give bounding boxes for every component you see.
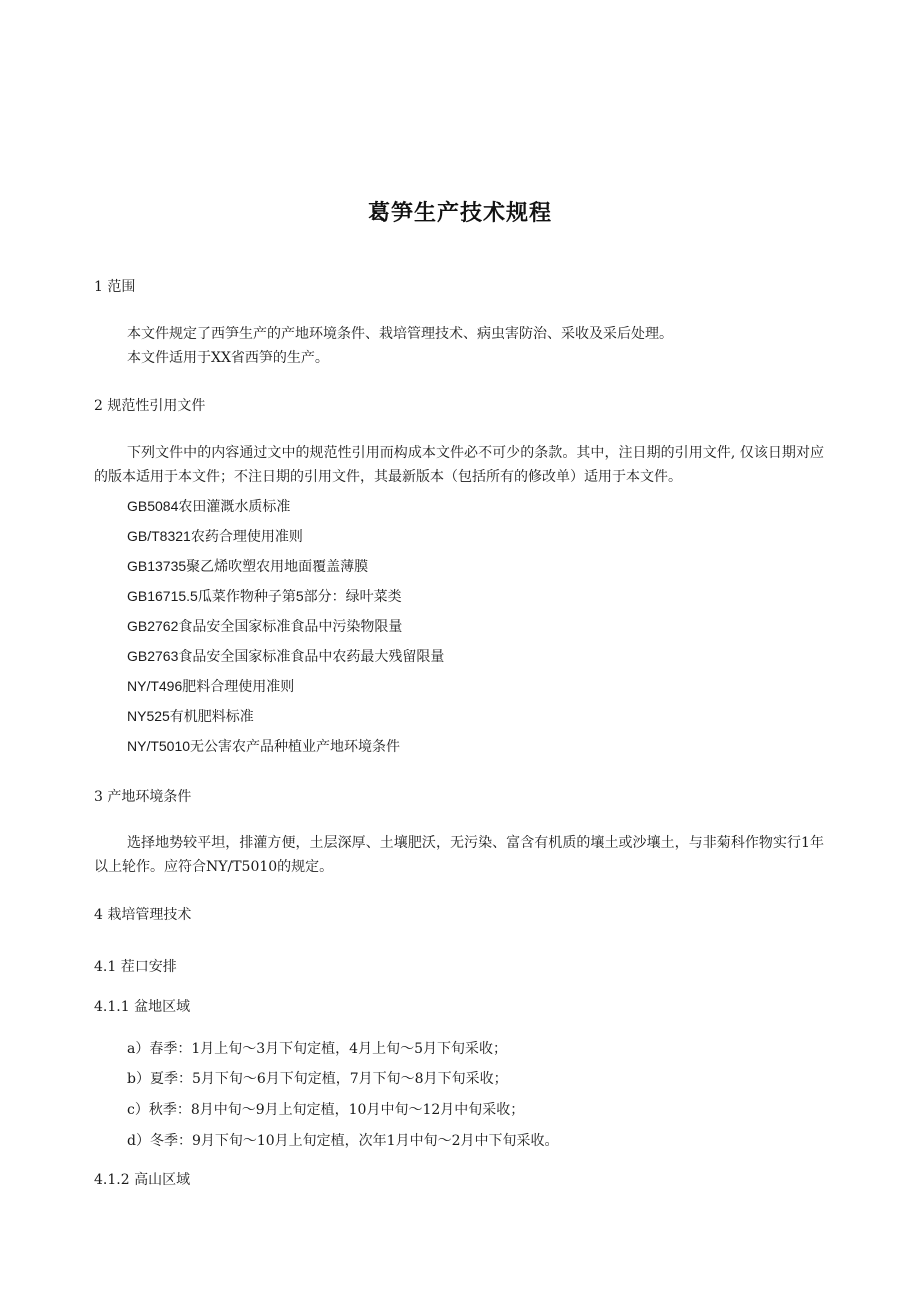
reference-item: GB13735聚乙烯吹塑农用地面覆盖薄膜 bbox=[127, 558, 369, 574]
reference-item: NY/T5010无公害农产品种植业产地环境条件 bbox=[127, 738, 401, 754]
section-heading-cultivation: 4 栽培管理技术 bbox=[94, 907, 192, 923]
season-item: b）夏季：5月下旬～6月下旬定植，7月下旬～8月下旬采收； bbox=[127, 1071, 508, 1087]
references-intro-paragraph: 下列文件中的内容通过文中的规范性引用而构成本文件必不可少的条款。其中，注日期的引用文件, 仅该日期对应的版本适用于本文件；不注日期的引用文件，其最新版本（包括所有的修改单）适用于本文件。 bbox=[94, 445, 824, 485]
season-item: c）秋季：8月中旬～9月上旬定植，10月中旬～12月中旬采收； bbox=[127, 1102, 525, 1118]
document-title: 葛笋生产技术规程 bbox=[367, 201, 552, 226]
section-heading-references: 2 规范性引用文件 bbox=[94, 398, 206, 414]
section-heading-environment: 3 产地环境条件 bbox=[94, 789, 192, 805]
reference-item: GB/T8321农药合理使用准则 bbox=[127, 528, 303, 544]
reference-item: GB2762食品安全国家标准食品中污染物限量 bbox=[127, 618, 403, 634]
environment-paragraph: 选择地势较平坦，排灌方便，土层深厚、土壤肥沃，无污染、富含有机质的壤土或沙壤土，与非菊科作物实行1年以上轮作。应符合NY/T5010的规定。 bbox=[94, 835, 824, 875]
reference-item: NY/T496肥料合理使用准则 bbox=[127, 678, 295, 694]
subsection-heading-basin-region: 4.1.1 盆地区域 bbox=[94, 999, 191, 1015]
reference-item: GB2763食品安全国家标准食品中农药最大残留限量 bbox=[127, 648, 445, 664]
reference-item: NY525有机肥料标准 bbox=[127, 708, 254, 724]
scope-paragraph-2: 本文件适用于XX省西笋的生产。 bbox=[127, 350, 329, 366]
reference-item: GB16715.5瓜菜作物种子第5部分：绿叶菜类 bbox=[127, 588, 402, 604]
section-heading-scope: 1 范围 bbox=[94, 279, 136, 295]
reference-item: GB5084农田灌溉水质标准 bbox=[127, 498, 291, 514]
season-item: d）冬季：9月下旬～10月上旬定植，次年1月中旬～2月中下旬采收。 bbox=[127, 1133, 559, 1149]
subsection-heading-crop-rotation: 4.1 茬口安排 bbox=[94, 959, 177, 975]
subsection-heading-highland-region: 4.1.2 高山区域 bbox=[94, 1172, 191, 1188]
scope-paragraph-1: 本文件规定了西笋生产的产地环境条件、栽培管理技术、病虫害防治、采收及采后处理。 bbox=[127, 326, 673, 342]
season-item: a）春季：1月上旬～3月下旬定植，4月上旬～5月下旬采收； bbox=[127, 1041, 507, 1057]
